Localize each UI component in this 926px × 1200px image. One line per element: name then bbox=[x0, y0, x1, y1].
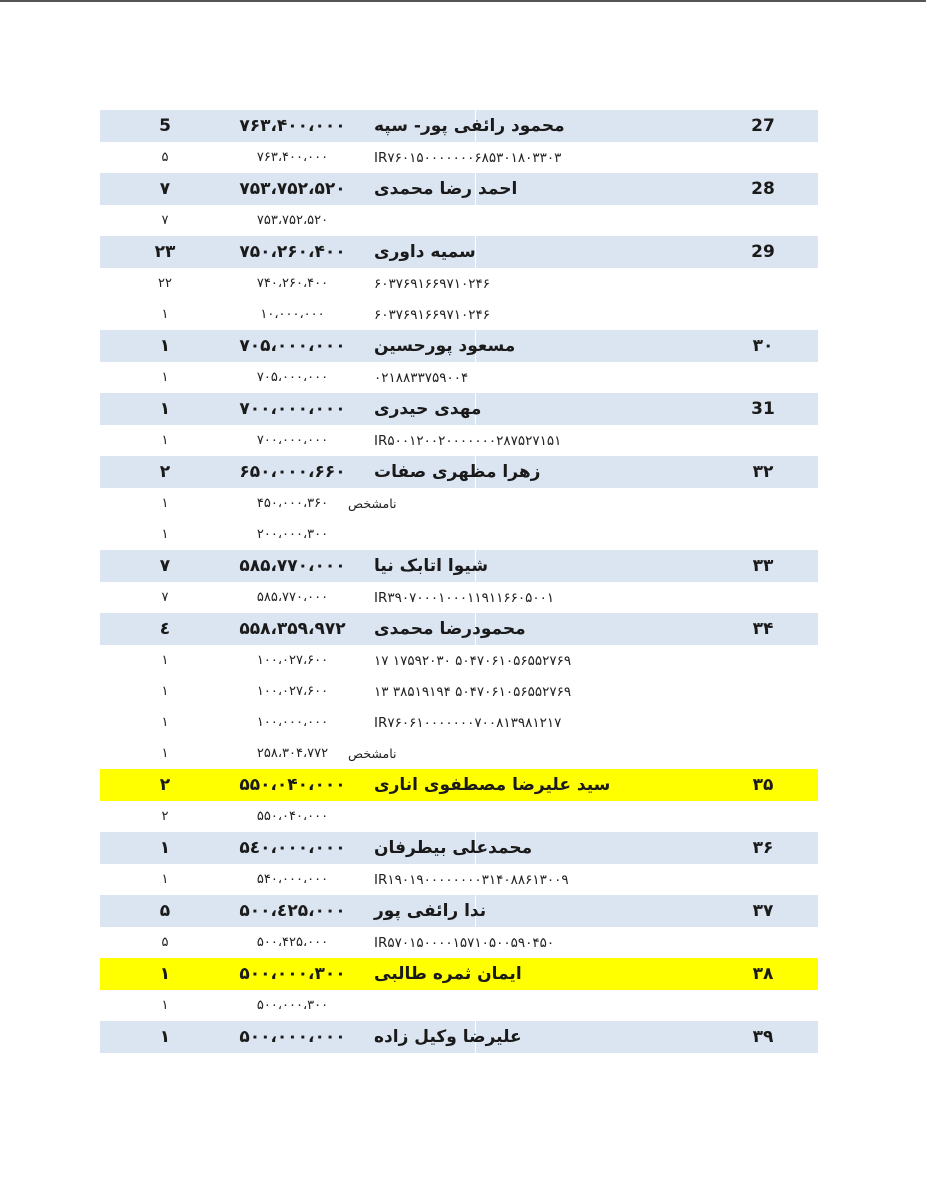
row-number: ۳۸ bbox=[752, 964, 774, 984]
count: ۱ bbox=[161, 527, 169, 542]
detail-row bbox=[100, 299, 818, 330]
count: ۲۳ bbox=[154, 242, 176, 262]
amount: ۴۵۰،۰۰۰،۳۶۰ bbox=[256, 496, 329, 511]
account-detail: IR۱۹۰۱۹۰۰۰۰۰۰۰۰۳۱۴۰۸۸۶۱۳۰۰۹ bbox=[374, 871, 569, 888]
person-row bbox=[100, 895, 818, 927]
amount: ۵٤۰،۰۰۰،۰۰۰ bbox=[239, 838, 346, 858]
amount: ۷۰۵،۰۰۰،۰۰۰ bbox=[239, 336, 346, 356]
detail-row bbox=[100, 707, 818, 738]
amount: ۷۶۳،۴۰۰،۰۰۰ bbox=[239, 116, 346, 136]
row-number: ۳۷ bbox=[752, 901, 774, 921]
person-row bbox=[100, 1021, 818, 1053]
row-number: 29 bbox=[751, 242, 775, 262]
row-number: ۳۳ bbox=[752, 556, 774, 576]
person-name: سید علیرضا مصطفوی اناری bbox=[374, 775, 611, 795]
detail-row bbox=[100, 582, 818, 613]
count: ۱ bbox=[161, 433, 169, 448]
amount: ۷۰۰،۰۰۰،۰۰۰ bbox=[256, 433, 329, 448]
row-number: 31 bbox=[751, 399, 775, 419]
count: ۱ bbox=[161, 653, 169, 668]
account-detail: IR۷۶۰۱۵۰۰۰۰۰۰۰۶۸۵۳۰۱۸۰۳۳۰۳ bbox=[374, 149, 562, 166]
account-detail: ۶۰۳۷۶۹۱۶۶۹۷۱۰۲۴۶ bbox=[374, 275, 491, 292]
account-detail: IR۵۰۰۱۲۰۰۲۰۰۰۰۰۰۰۲۸۷۵۲۷۱۵۱ bbox=[374, 432, 562, 449]
amount: ۵۰۰،۰۰۰،۳۰۰ bbox=[239, 964, 346, 984]
account-detail: IR۵۷۰۱۵۰۰۰۰۱۵۷۱۰۵۰۰۵۹۰۴۵۰ bbox=[374, 934, 555, 951]
person-row bbox=[100, 236, 818, 268]
person-name: احمد رضا محمدی bbox=[374, 179, 518, 199]
row-number: ۳۹ bbox=[752, 1027, 774, 1047]
person-name: ندا رائفی پور bbox=[374, 901, 487, 921]
account-detail: نامشخص bbox=[348, 496, 397, 511]
account-detail bbox=[374, 205, 694, 236]
count: ۱ bbox=[159, 838, 171, 858]
count: ۱ bbox=[161, 496, 169, 511]
person-name: محمود رائفی پور- سپه bbox=[374, 116, 565, 136]
count: ٤ bbox=[159, 619, 171, 639]
account-detail: IR۷۶۰۶۱۰۰۰۰۰۰۰۷۰۰۸۱۳۹۸۱۲۱۷ bbox=[374, 714, 562, 731]
amount: ۷۶۳،۴۰۰،۰۰۰ bbox=[256, 150, 329, 165]
amount: ۵۵۰،۰۴۰،۰۰۰ bbox=[256, 809, 329, 824]
row-number: 28 bbox=[751, 179, 775, 199]
detail-row bbox=[100, 362, 818, 393]
detail-row bbox=[100, 645, 818, 676]
amount: ۵۸۵،۷۷۰،۰۰۰ bbox=[239, 556, 346, 576]
amount: ۲۰۰،۰۰۰،۳۰۰ bbox=[256, 527, 329, 542]
count: ۵ bbox=[161, 150, 169, 165]
person-name: مهدی حیدری bbox=[374, 399, 482, 419]
amount: ۵۸۵،۷۷۰،۰۰۰ bbox=[256, 590, 329, 605]
person-name: محمدعلی بیطرفان bbox=[374, 838, 533, 858]
detail-row bbox=[100, 676, 818, 707]
detail-row bbox=[100, 488, 818, 519]
amount: ۵۰۰،٤۲۵،۰۰۰ bbox=[239, 901, 346, 921]
count: 5 bbox=[159, 116, 171, 136]
amount: ۷۵۳،۷۵۲،۵۲۰ bbox=[239, 179, 346, 199]
detail-row bbox=[100, 864, 818, 895]
amount: ۵۰۰،۰۰۰،۳۰۰ bbox=[256, 998, 329, 1013]
account-detail bbox=[374, 990, 694, 1021]
detail-row bbox=[100, 142, 818, 173]
amount: ۷۰۰،۰۰۰،۰۰۰ bbox=[239, 399, 346, 419]
count: ۱ bbox=[161, 307, 169, 322]
count: ۱ bbox=[161, 872, 169, 887]
person-row bbox=[100, 550, 818, 582]
person-row bbox=[100, 769, 818, 801]
count: ۱ bbox=[161, 715, 169, 730]
donations-table bbox=[100, 110, 818, 1053]
amount: ۱۰۰،۰۲۷،۶۰۰ bbox=[256, 684, 329, 699]
person-row bbox=[100, 173, 818, 205]
account-detail bbox=[374, 801, 694, 832]
detail-row bbox=[100, 519, 818, 550]
count: ۱ bbox=[161, 746, 169, 761]
account-detail: ۶۰۳۷۶۹۱۶۶۹۷۱۰۲۴۶ bbox=[374, 306, 491, 323]
person-row bbox=[100, 110, 818, 142]
count: ۱ bbox=[161, 370, 169, 385]
amount: ۵۰۰،۰۰۰،۰۰۰ bbox=[239, 1027, 346, 1047]
detail-row bbox=[100, 801, 818, 832]
row-number: ۳۰ bbox=[752, 336, 774, 356]
count: ۷ bbox=[161, 590, 169, 605]
detail-row bbox=[100, 738, 818, 769]
count: ۲ bbox=[159, 462, 171, 482]
count: ۷ bbox=[159, 179, 171, 199]
count: ۵ bbox=[161, 935, 169, 950]
person-name: ایمان ثمره طالبی bbox=[374, 964, 522, 984]
count: ۱ bbox=[159, 964, 171, 984]
count: ۷ bbox=[161, 213, 169, 228]
amount: ۱۰۰،۰۲۷،۶۰۰ bbox=[256, 653, 329, 668]
account-detail: IR۳۹۰۷۰۰۰۱۰۰۰۱۱۹۱۱۶۶۰۵۰۰۱ bbox=[374, 589, 555, 606]
account-detail: ۵۰۴۷۰۶۱۰۵۶۵۵۲۷۶۹ ۱۷۵۹۲۰۳۰ ۱۷ bbox=[374, 652, 572, 669]
row-number: ۳۵ bbox=[752, 775, 774, 795]
amount: ۱۰۰،۰۰۰،۰۰۰ bbox=[256, 715, 329, 730]
count: ۵ bbox=[159, 901, 171, 921]
amount: ۱۰،۰۰۰،۰۰۰ bbox=[260, 307, 325, 322]
amount: ۷۵۳،۷۵۲،۵۲۰ bbox=[256, 213, 329, 228]
account-detail: ۰۲۱۸۸۳۳۷۵۹۰۰۴ bbox=[374, 369, 469, 386]
account-detail: ۵۰۴۷۰۶۱۰۵۶۵۵۲۷۶۹ ۳۸۵۱۹۱۹۴ ۱۳ bbox=[374, 683, 572, 700]
count: ۲ bbox=[159, 775, 171, 795]
person-row bbox=[100, 393, 818, 425]
count: ۱ bbox=[161, 684, 169, 699]
person-row bbox=[100, 958, 818, 990]
person-row bbox=[100, 330, 818, 362]
row-number: ۳۴ bbox=[752, 619, 774, 639]
account-detail: نامشخص bbox=[348, 746, 397, 761]
person-name: سمیه داوری bbox=[374, 242, 476, 262]
detail-row bbox=[100, 927, 818, 958]
person-name: علیرضا وکیل زاده bbox=[374, 1027, 522, 1047]
amount: ۷۴۰،۲۶۰،۴۰۰ bbox=[256, 276, 329, 291]
top-border-line bbox=[0, 0, 926, 2]
amount: ۷۰۵،۰۰۰،۰۰۰ bbox=[256, 370, 329, 385]
amount: ۵۴۰،۰۰۰،۰۰۰ bbox=[256, 872, 329, 887]
count: ۷ bbox=[159, 556, 171, 576]
person-name: شیوا اتابک نیا bbox=[374, 556, 489, 576]
detail-row bbox=[100, 425, 818, 456]
row-number: ۳۲ bbox=[752, 462, 774, 482]
count: ۲۲ bbox=[158, 276, 172, 291]
row-number: 27 bbox=[751, 116, 775, 136]
amount: ۵۵۸،۳۵۹،۹۷۲ bbox=[239, 619, 346, 639]
person-row bbox=[100, 613, 818, 645]
amount: ۵۰۰،۴۲۵،۰۰۰ bbox=[256, 935, 329, 950]
detail-row bbox=[100, 990, 818, 1021]
detail-row bbox=[100, 268, 818, 299]
amount: ۶۵۰،۰۰۰،۶۶۰ bbox=[239, 462, 346, 482]
person-name: مسعود پورحسین bbox=[374, 336, 516, 356]
detail-row bbox=[100, 205, 818, 236]
account-detail bbox=[374, 519, 694, 550]
person-name: زهرا مظهری صفات bbox=[374, 462, 541, 482]
amount: ۷۵۰،۲۶۰،۴۰۰ bbox=[239, 242, 346, 262]
count: ۱ bbox=[159, 1027, 171, 1047]
row-number: ۳۶ bbox=[752, 838, 774, 858]
person-row bbox=[100, 456, 818, 488]
person-name: محمودرضا محمدی bbox=[374, 619, 526, 639]
person-row bbox=[100, 832, 818, 864]
amount: ۵۵۰،۰۴۰،۰۰۰ bbox=[239, 775, 346, 795]
count: ۱ bbox=[159, 336, 171, 356]
count: ۲ bbox=[161, 809, 169, 824]
count: ۱ bbox=[161, 998, 169, 1013]
count: ۱ bbox=[159, 399, 171, 419]
amount: ۲۵۸،۳۰۴،۷۷۲ bbox=[256, 746, 329, 761]
